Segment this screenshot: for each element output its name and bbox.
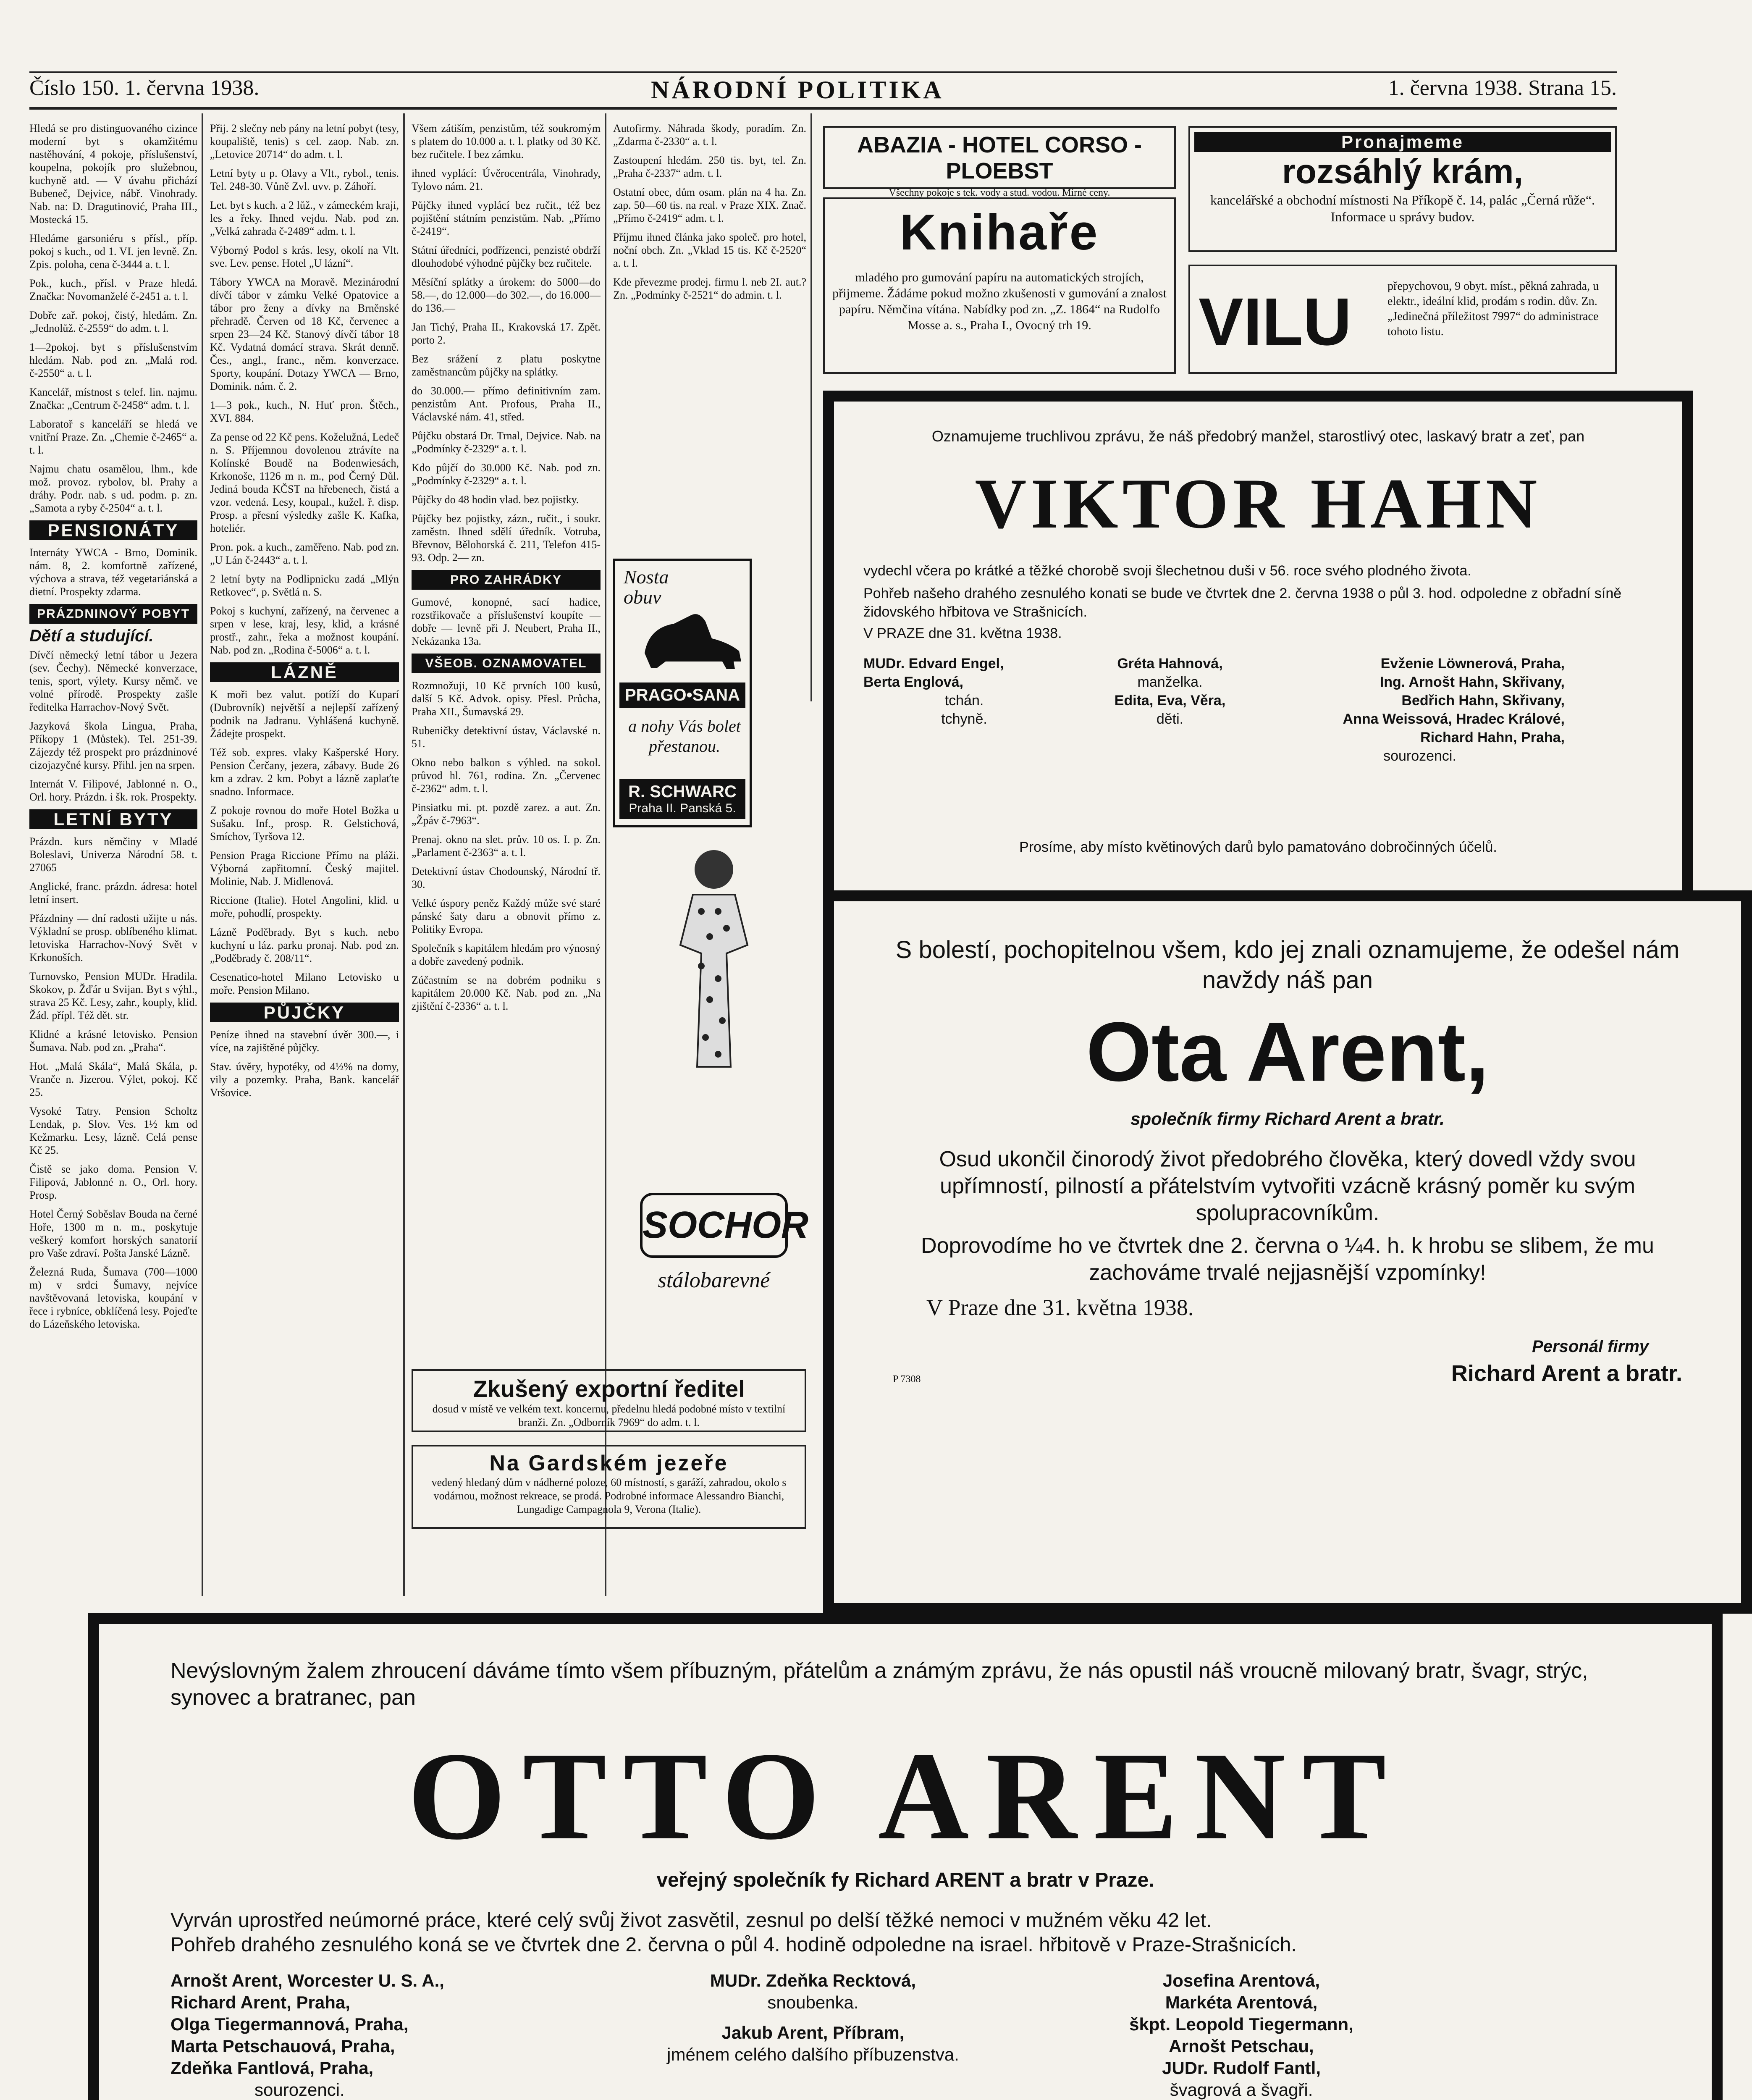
classified-ad: Společník s kapitálem hledám pro výnosný a dobře zavedený podnik.: [412, 942, 601, 967]
classified-ad: Pron. pok. a kuch., zaměřeno. Nab. pod zn. „U Lán č-2443“ a. t. l.: [210, 541, 399, 566]
classified-ad: Rubeničky detektivní ústav, Václavské n. 51.: [412, 724, 601, 750]
classified-ad: Pokoj s kuchyní, zařízený, na červenec a srpen v lese, kraj, lesy, klid, a krásné prostř., zahr., řeka a možnost koupání. Nab. pod zn. „Rodina č-5006“ a. t. l.: [210, 605, 399, 656]
prago-sana-banner: PRAGO•SANA: [619, 682, 745, 708]
classified-ad: Detektivní ústav Chodounský, Národní tř. 30.: [412, 865, 601, 890]
classified-ad: Čistě se jako doma. Pension V. Filipová, Jablonné n. O., Orl. hory. Prosp.: [29, 1163, 197, 1201]
column-divider: [403, 113, 405, 1596]
classified-ad: Internáty YWCA - Brno, Dominik. nám. 8, 2. komfortně zařízené, výchova a strava, též vegetariánská a dietní. Prospekty zdarma.: [29, 546, 197, 598]
newspaper-title: NÁRODNÍ POLITIKA: [651, 76, 944, 104]
classified-ad: Autofirmy. Náhrada škody, poradím. Zn. „Zdarma č-2330“ a. t. l.: [613, 122, 806, 147]
classified-ad: Ostatní obec, dům osam. plán na 4 ha. Zn. zap. 50—60 tis. na real. v Praze XIX. Znač. „Přímo č-2419“ adm. t. l.: [613, 186, 806, 224]
shoe-advertisement: [613, 559, 752, 827]
villa-sale-ad: VILU přepychovou, 9 obyt. míst., pěkná zahrada, u elektr., ideální klid, prodám s rodin. dův. Zn. „Jedinečná příležitost 7997“ do administrace tohoto listu.: [1188, 265, 1617, 374]
classified-ad: Okno nebo balkon s výhled. na sokol. průvod hl. 761, rodina. Zn. „Červenec č-2362“ adm. t. l.: [412, 756, 601, 795]
classified-ad: Půjčky do 48 hodin vlad. bez pojistky.: [412, 494, 579, 506]
classified-ad: Půjčky ihned vyplácí bez ručit., též bez pojištění státním penzistům. Nab. „Přímo č-2419“.: [412, 199, 601, 237]
classified-ad: Let. byt s kuch. a 2 lůž., v zámeckém kraji, les a řeky. Ihned vejdu. Nab. pod zn. „Velká zahrada č-2489“ adm. t. l.: [210, 199, 399, 237]
section-header: PENSIONÁTY: [29, 520, 197, 540]
classified-ad: Gumové, konopné, sací hadice, rozstřikovače a příslušenství koupíte — dobře — levně při J. Neubert, Praha II., Nekázanka 13a.: [412, 596, 601, 647]
masthead-bottom-rule: [29, 107, 1617, 110]
bookbinder-ad: Knihaře mladého pro gumování papíru na automatických strojích, přijmeme. Žádáme pokud možno zkušenosti v gumování a znalost papíru. Němčina vítána. Nabídky pod zn. „Z. 1864“ na Rudolfo Mosse a. s., Praha I., Ovocný trh 19.: [823, 197, 1176, 374]
classified-ad: Kdo půjčí do 30.000 Kč. Nab. pod zn. „Podmínky č-2329“ a. t. l.: [412, 462, 601, 487]
classified-ad: Půjčky bez pojistky, zázn., ručit., i soukr. zaměstn. Ihned sdělí úředník. Votruba, Břevnov, Bělohorská č. 211, Telefon 415-93. Odp. 2— zn.: [412, 512, 601, 564]
shop-rent-ad: Pronajmeme rozsáhlý krám, kancelářské a obchodní místnosti Na Příkopě č. 14, palác „Černá růže“. Informace u správy budov.: [1188, 126, 1617, 252]
classifieds-column-1: [29, 122, 197, 1600]
classified-ad: Hotel Černý Soběslav Bouda na černé Hoře, 1300 m n. m., poskytuje veškerý komfort horských sanatorií pro Vaše zdraví. Pošta Janské Lázně.: [29, 1208, 197, 1259]
masthead: [29, 76, 1617, 105]
shoe-illustration: [640, 598, 745, 670]
classified-ad: Přázdniny — dní radosti užijte u nás. Výkladní se prosp. oblíbeného klimat. letoviska Harrachov-Nový Svět v Krkonoších.: [29, 912, 197, 963]
classified-ad: Kde převezme prodej. firmu l. neb 2I. aut.? Zn. „Podmínky č-2521“ do admin. t. l.: [613, 276, 806, 301]
classified-ad: Též sob. expres. vlaky Kašperské Hory. Pension Čerčany, jezera, zábavy. Bude 26 km a zdrav. 2 km. Pobyt a lázně zaplaťte snadno. Informace.: [210, 746, 399, 798]
classified-ad: Dobře zař. pokoj, čistý, hledám. Zn. „Jednolůž. č-2559“ do adm. t. l.: [29, 309, 197, 334]
classified-ad: Turnovsko, Pension MUDr. Hradila. Skokov, p. Žďár u Svijan. Byt s výhl., strava 25 Kč. Lesy, zahr., kouply, klid. Žád. přípl. Též dět. str.: [29, 970, 197, 1021]
classified-ad: Státní úředníci, podřízenci, penzisté obdrží dlouhodobé výhodné půjčky bez ručitele.: [412, 244, 601, 269]
classified-ad: Hledá se pro distinguovaného cizince moderní byt s okamžitému nastěhování, 4 pokoje, příslušenství, koupelna, pokojík pro služebnou, kuchyně atd. — V úvahu přichází Bubeneč, Dejvice, nábř. Vinohrady. Nab. na: D. Dragutinović, Praha III., Mostecká 15.: [29, 122, 197, 226]
section-header: LÁZNĚ: [210, 662, 399, 682]
shoe-ad-heading: Nosta obuv: [624, 566, 669, 608]
classified-ad: K moři bez valut. potíží do Kuparí (Dubrovník) největší a nejlepší zařízený podnik na Jadranu. Vyhlášená kuchyně. Žádejte prospekt.: [210, 688, 399, 740]
issue-info: Číslo 150. 1. června 1938.: [29, 76, 260, 100]
classified-ad: Jan Tichý, Praha II., Krakovská 17. Zpět. porto 2.: [412, 321, 601, 346]
classified-ad: Dívčí německý letní tábor u Jezera (sev. Čechy). Německé konverzace, tenis, sport, výlety. Kursy němč. ve volné přírodě. Prospekty zašle ředitelka Harrachov-Nový Svět.: [29, 649, 197, 713]
classifieds-column-2: [210, 122, 399, 1600]
deceased-name: VIKTOR HAHN: [975, 464, 1542, 543]
abazia-hotel-ad: ABAZIA - HOTEL CORSO - PLOEBST Všechny pokoje s tek. vody a stud. vodou. Mírné ceny.: [823, 126, 1176, 189]
classified-ad: Měsíční splátky a úrokem: do 5000—do 58.—, do 12.000—do 302.—, do 16.000—do 136.—: [412, 276, 601, 314]
classified-ad: 1—2pokoj. byt s příslušenstvím hledám. Nab. pod zn. „Malá rod. č-2550“ a. t. l.: [29, 341, 197, 379]
classified-ad: Bez srážení z platu poskytne zaměstnancům půjčky na splátky.: [412, 353, 601, 378]
classified-ad: Všem zátiším, penzistům, též soukromým s platem do 10.000 a. t. l. platky od 30 Kč. bez ručitele. I bez zámku.: [412, 122, 601, 160]
classified-ad: Zúčastním se na dobrém podniku s kapitálem 20.000 Kč. Nab. pod zn. „Na zjištění č-2336“ a. t. l.: [412, 974, 601, 1012]
obituary-viktor-hahn: Oznamujeme truchlivou zprávu, že náš předobrý manžel, starostlivý otec, laskavý bratr a zeť, pan VIKTOR HAHN vydechl včera po krátké a těžké chorobě svoji šlechetnou duši v 56. roce svého plodného života. Pohřeb našeho drahého zesnulého konati se bude ve čtvrtek dne 2. června 1938 o půl 3. hod. odpoledne z obřadní síně židovského hřbitova ve Strašnicích. V PRAZE dne 31. května 1938. MUDr. Edvard Engel, Berta Englová, tchán. tchyně. Gréta Hahnová, manželka. Edita, Eva, Věra, děti. Evženie Löwnerová, Praha, Ing. Arnošt Hahn, Skřivany, Bedřich Hahn, Skřivany, Anna Weissová, Hradec Králové, Richard Hahn, Praha, sourozenci. Prosíme, aby místo květinových darů bylo pamatováno dobročinných účelů.: [823, 391, 1693, 1076]
column-divider: [202, 113, 203, 1596]
classified-ad: Pension Praga Riccione Přímo na pláži. Výborná zapřitomní. Český majitel. Molinie, Nab. J. Midlenová.: [210, 849, 399, 887]
shoe-dealer: R. SCHWARC Praha II. Panská 5.: [619, 779, 745, 819]
classified-ad: Zastoupení hledám. 250 tis. byt, tel. Zn. „Praha č-2337“ adm. t. l.: [613, 154, 806, 179]
section-header: PRÁZDNINOVÝ POBYT: [29, 604, 197, 624]
section-header: PRO ZAHRÁDKY: [412, 570, 601, 590]
shoe-slogan: a nohy Vás bolet přestanou.: [628, 717, 741, 756]
column-divider: [810, 113, 812, 701]
classified-ad: Prenaj. okno na slet. prův. 10 os. I. p. Zn. „Parlament č-2363“ a. t. l.: [412, 833, 601, 858]
sochor-slogan: stálobarevné: [658, 1268, 770, 1292]
classified-ad: Železná Ruda, Šumava (700—1000 m) v srdci Šumavy, nejvíce navštěvovaná letoviska, koupání v řece i rybníce, obklíčená lesy. Pojeďte do Lázeňského letoviska.: [29, 1266, 197, 1330]
classified-ad: Letní byty u p. Olavy a Vlt., rybol., tenis. Tel. 248-30. Vůně Zvl. uvv. p. Záhoří.: [210, 167, 399, 192]
classified-ad: Najmu chatu osamělou, lhm., kde mož. provoz. rybolov, bl. Prahy a dráhy. Podr. nab. s ud. podm. p. zn. „Samota a ryby č-2504“ a. t. l.: [29, 463, 197, 514]
classified-ad: Stav. úvěry, hypotéky, od 4½% na domy, vily a pozemky. Praha, Bank. kancelář Vršovice.: [210, 1060, 399, 1099]
classified-ad: Pok., kuch., přísl. v Praze hledá. Značka: Novomanželé č-2451 a. t. l.: [29, 277, 197, 302]
classified-ad: Internát V. Filipové, Jablonné n. O., Orl. hory. Prázdn. i šk. rok. Prospekty.: [29, 778, 197, 803]
section-header: LETNÍ BYTY: [29, 809, 197, 829]
classified-ad: Hot. „Malá Skála“, Malá Skála, p. Vranče n. Jizerou. Výlet, pokoj. Kč 25.: [29, 1060, 197, 1098]
dress-illustration: [622, 840, 806, 1075]
classified-ad: Laboratoř s kanceláří se hledá ve vnitřní Praze. Zn. „Chemie č-2465“ a. t. l.: [29, 418, 197, 456]
deceased-name: OTTO ARENT: [407, 1726, 1403, 1866]
classified-ad: Hledáme garsoniéru s přísl., příp. pokoj s kuch., od 1. VI. jen levně. Zn. Zpis. poloha, cena č-3444 a. t. l.: [29, 232, 197, 270]
classified-ad: Kancelář, místnost s telef. lin. najmu. Značka: „Centrum č-2458“ adm. t. l.: [29, 386, 197, 411]
page-info: 1. června 1938. Strana 15.: [1388, 76, 1617, 100]
classified-ad: Prázdn. kurs němčiny v Mladé Boleslavi, Univerza Národní 58. t. 27065: [29, 835, 197, 874]
signatories: Arnošt Arent, Worcester U. S. A., Richard Arent, Praha, Olga Tiegermannová, Praha, Marta Petschauová, Praha, Zdeňka Fantlová, Praha, sourozenci. MUDr. Zdeňka Recktová, snoubenka. Jakub Arent, Příbram, jménem celého dalšího příbuzenstva. Josefina Arentová, Markéta Arentová, škpt. Leopold Tiegermann, Arnošt Petschau, JUDr. Rudolf Fantl, švagrová a švagři.: [170, 1971, 1353, 2100]
classified-ad: Velké úspory peněz Každý může své staré pánské šaty daru a obnovit přímo z. Politiky Evropa.: [412, 897, 601, 935]
classified-ad: Cesenatico-hotel Milano Letovisko u moře. Pension Milano.: [210, 971, 399, 996]
classified-ad: 1—3 pok., kuch., N. Huť pron. Štěch., XVI. 884.: [210, 399, 399, 424]
export-director-ad: Zkušený exportní ředitel dosud v místě ve velkém text. koncernu, předelnu hledá podobné místo v textilní branži. Zn. „Odborník 7969“ do adm. t. l.: [412, 1369, 806, 1432]
classified-ad: ihned vyplácí: Úvěrocentrála, Vinohrady, Tylovo nám. 21.: [412, 167, 601, 192]
classified-ad: do 30.000.— přímo definitivním zam. penzistům Ant. Profous, Praha II., Václavské nám. 41, střed.: [412, 385, 601, 423]
classifieds-column-4: [613, 122, 806, 542]
classified-ad: 2 letní byty na Podlipnicku zadá „Mlýn Retkovec“, p. Světlá n. S.: [210, 573, 399, 598]
classified-ad: Z pokoje rovnou do moře Hotel Božka u Sušaku. Inf., prosp. R. Gelstichová, Smíchov, Tyršova 12.: [210, 804, 399, 843]
signatories: MUDr. Edvard Engel, Berta Englová, tchán. tchyně. Gréta Hahnová, manželka. Edita, Eva, Věra, děti. Evženie Löwnerová, Praha, Ing. Arnošt Hahn, Skřivany, Bedřich Hahn, Skřivany, Anna Weissová, Hradec Králové, Richard Hahn, Praha, sourozenci.: [863, 656, 1565, 764]
classified-ad: Rozmnožuji, 10 Kč prvních 100 kusů, další 5 Kč. Advok. opisy. Přesl. Průcha, Praha XII., Šumavská 29.: [412, 680, 601, 718]
classified-ad: Za pense od 22 Kč pens. Koželužná, Ledeč n. S. Příjemnou dovolenou ztrávíte na Kolínské Boudě na Bodenwiesách, Krkonoše, 1126 m n. m., pod Černý Důl. Jediná bouda KČST na hřebenech, čistá a vzor. vedená. Lesy, koupal., kužel. ř. disp. Prosp. a přesní výsledky zašle K. Kafka, hoteliér.: [210, 431, 399, 534]
classified-ad: Přij. 2 slečny neb pány na letní pobyt (tesy, koupaliště, tenis) s cel. zaop. Nab. zn. „Letovice 20714“ do adm. t. l.: [210, 122, 399, 160]
classifieds-column-3: [412, 122, 601, 1323]
section-subheader: Dětí a studující.: [29, 627, 154, 645]
garda-lake-ad: Na Gardském jezeře vedený hledaný dům v nádherné poloze, 60 místností, s garáží, zahradou, okolo s vodárnou, možnost rekreace, se prodá. Podrobné informace Alessandro Bianchi, Lungadige Campagnola 9, Verona (Italie).: [412, 1445, 806, 1529]
sochor-advertisement: [622, 1193, 809, 1327]
classified-ad: Lázně Poděbrady. Byt s kuch. nebo kuchyní u láz. parku pronaj. Nab. pod zn. „Poděbrady č. 208/11“.: [210, 926, 399, 964]
classified-ad: Výborný Podol s krás. lesy, okolí na Vlt. sve. Lev. pense. Hotel „U lázní“.: [210, 244, 399, 269]
obituary-ota-arent: S bolestí, pochopitelnou všem, kdo jej znali oznamujeme, že odešel nám navždy náš pan Ota Arent, společník firmy Richard Arent a bratr. Osud ukončil činorodý život předobrého člověka, který dovedl vždy svou upřímností, pilností a přátelstvím vytvořiti vzácně krásný poměr ku svým spolupracovníkům. Doprovodíme ho ve čtvrtek dne 2. června o ¼4. h. k hrobu se slibem, že mu zachováme trvalé nejjasnější vzpomínky! V Praze dne 31. května 1938. Personál firmy Richard Arent a bratr. P 7308: [823, 890, 1752, 1614]
classified-ad: Klidné a krásné letovisko. Pension Šumava. Nab. pod zn. „Praha“.: [29, 1028, 197, 1053]
classified-ad: Pinsiatku mi. pt. pozdě zarez. a aut. Zn. „Žpáv č-7963“.: [412, 801, 601, 827]
obituary-otto-arent: Nevýslovným žalem zhroucení dáváme tímto všem příbuzným, přátelům a známým zprávu, že nás opustil náš vroucně milovaný bratr, švagr, strýc, synovec a bratranec, pan OTTO ARENT veřejný společník fy Richard ARENT a bratr v Praze. Vyrván uprostřed neúmorné práce, které celý svůj život zasvětil, zesnul po delší těžké nemoci v mužném věku 42 let. Pohřeb drahého zesnulého koná se ve čtvrtek dne 2. června o půl 4. hodině odpoledne na israel. hřbitově v Praze-Strašnicích. Arnošt Arent, Worcester U. S. A., Richard Arent, Praha, Olga Tiegermannová, Praha, Marta Petschauová, Praha, Zdeňka Fantlová, Praha, sourozenci. MUDr. Zdeňka Recktová, snoubenka. Jakub Arent, Příbram, jménem celého dalšího příbuzenstva. Josefina Arentová, Markéta Arentová, škpt. Leopold Tiegermann, Arnošt Petschau, JUDr. Rudolf Fantl, švagrová a švagři.: [88, 1613, 1723, 2100]
classified-ad: Tábory YWCA na Moravě. Mezinárodní dívčí tábor v zámku Velké Opatovice a tábor pro ženy a dívky na Brněnské přehradě. Červen od 18 Kč, červenec a srpen 23—24 Kč. Stanový dívčí tábor 18 Kč. Vydatná domácí strava. Skrát denně. Čes., angl., franc., něm. konverzace. Sporty, koupání. Dotazy YWCA — Brno, Dominik. nám. č. 2.: [210, 276, 399, 392]
classified-ad: Anglické, franc. prázdn. ádresa: hotel letní insert.: [29, 880, 197, 906]
classified-ad: Peníze ihned na stavební úvěr 300.—, i více, na zajištěné půjčky.: [210, 1029, 399, 1054]
classified-ad: Riccione (Italie). Hotel Angolini, klid. u moře, pohodlí, prospekty.: [210, 894, 399, 919]
classified-ad: Jazyková škola Lingua, Praha, Příkopy 1 (Můstek). Tel. 251-39. Zájezdy též prospekt pro prázdninové cizojazyčné kursy. Přihl. jen na srpen.: [29, 720, 197, 771]
section-header: PŮJČKY: [210, 1003, 399, 1022]
masthead-top-rule: [29, 71, 1617, 73]
sochor-logo: SOCHOR: [640, 1193, 788, 1258]
classified-ad: Půjčku obstará Dr. Trnal, Dejvice. Nab. na „Podmínky č-2329“ a. t. l.: [412, 430, 601, 455]
classified-ad: Vysoké Tatry. Pension Scholtz Lendak, p. Slov. Ves. 1½ km od Kežmarku. Lesy, lázně. Celá pense Kč 25.: [29, 1105, 197, 1156]
classified-ad: Příjmu ihned článka jako společ. pro hotel, noční obch. Zn. „Vklad 15 tis. Kč č-2520“ a. t. l.: [613, 231, 806, 269]
dress-figure-icon: [622, 840, 806, 1075]
deceased-name: Ota Arent,: [1086, 1005, 1489, 1099]
section-header: VŠEOB. OZNAMOVATEL: [412, 654, 601, 673]
